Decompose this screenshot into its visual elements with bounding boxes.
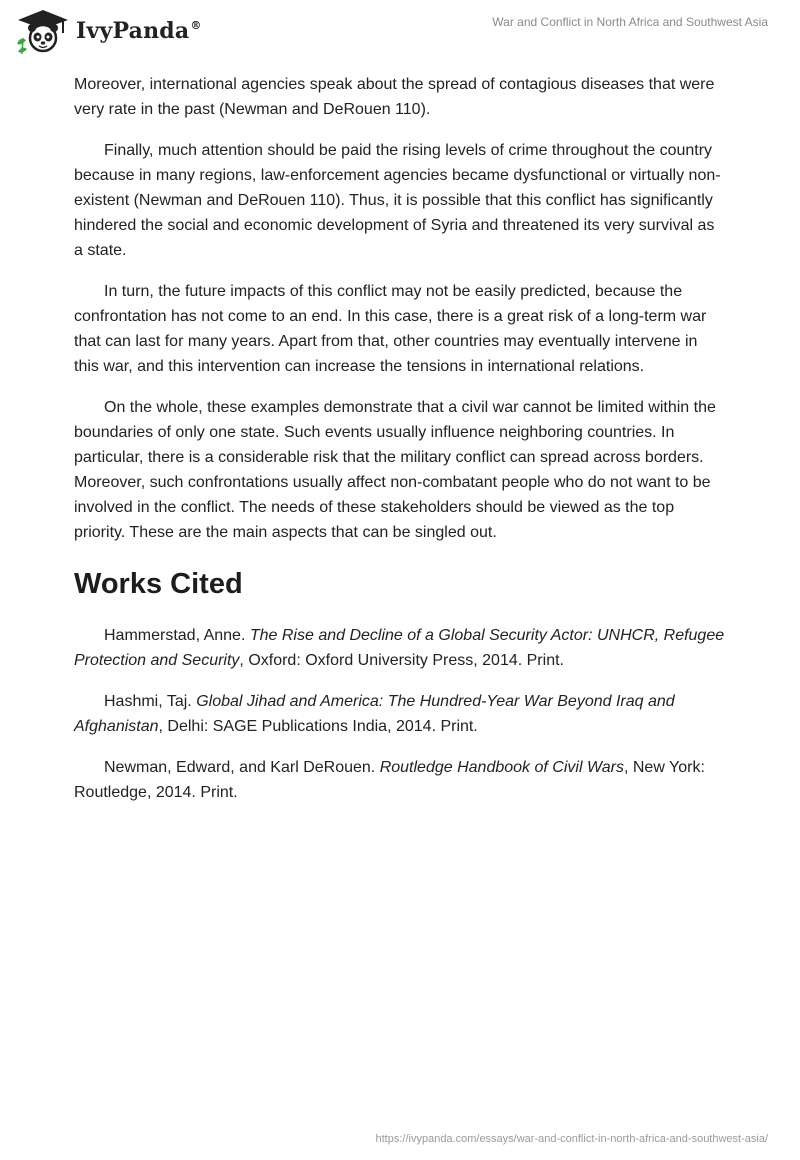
reference-author: Hashmi, Taj. — [104, 693, 197, 710]
panda-graduate-icon — [14, 8, 72, 54]
reference-title: The Rise and Decline of a Global Security Actor: UNHCR, Refugee Protection and Security — [74, 627, 725, 669]
body-paragraph: On the whole, these examples demonstrate that a civil war cannot be limited within the boundaries of only one state. Such events usually influence neighboring countries. In particular, there is a considerable risk that the military conflict can spread across borders. Moreover, such confrontations usually affect non-combatant people who do not want to be involved in the conflict. The needs of these stakeholders should be viewed as the top priority. These are the main aspects that can be singled out. — [74, 399, 716, 541]
reference-author: Hammerstad, Anne. — [104, 627, 250, 644]
reference-publication: , Oxford: Oxford University Press, 2014. Print. — [239, 652, 564, 669]
document-title: War and Conflict in North Africa and Southwest Asia — [492, 15, 768, 29]
reference-publication: , New York: Routledge, 2014. Print. — [74, 759, 705, 801]
registered-mark: ® — [190, 19, 202, 32]
reference-title: Routledge Handbook of Civil Wars — [379, 759, 624, 776]
source-url-link[interactable]: https://ivypanda.com/essays/war-and-conflict-in-north-africa-and-southwest-asia/ — [375, 1133, 768, 1145]
reference-publication: , Delhi: SAGE Publications India, 2014. Print. — [158, 718, 478, 735]
body-paragraph: Finally, much attention should be paid the rising levels of crime throughout the country because in many regions, law-enforcement agencies became dysfunctional or virtually non-existent (Newman and DeRouen 110). Thus, it is possible that this conflict has significantly hindered the social and economic development of Syria and threatened its very survival as a state. — [74, 142, 721, 259]
ivypanda-logo[interactable] — [14, 8, 202, 54]
body-paragraph: Moreover, international agencies speak about the spread of contagious diseases that were very rate in the past (Newman and DeRouen 110). — [74, 76, 715, 118]
reference-author: Newman, Edward, and Karl DeRouen. — [104, 759, 380, 776]
page-header — [0, 0, 800, 60]
works-cited-heading: Works Cited — [74, 568, 243, 600]
logo-text: IvyPanda® — [76, 18, 202, 44]
reference-entry — [74, 623, 726, 673]
reference-title: Global Jihad and America: The Hundred-Year War Beyond Iraq and Afghanistan — [74, 693, 675, 735]
body-paragraph: In turn, the future impacts of this conflict may not be easily predicted, because the confrontation has not come to an end. In this case, there is a great risk of a long-term war that can last for many years. Apart from that, other countries may eventually intervene in this war, and this intervention can increase the tensions in international relations. — [74, 283, 707, 375]
reference-entry — [74, 755, 726, 805]
reference-entry — [74, 689, 726, 739]
essay-content — [74, 72, 726, 821]
